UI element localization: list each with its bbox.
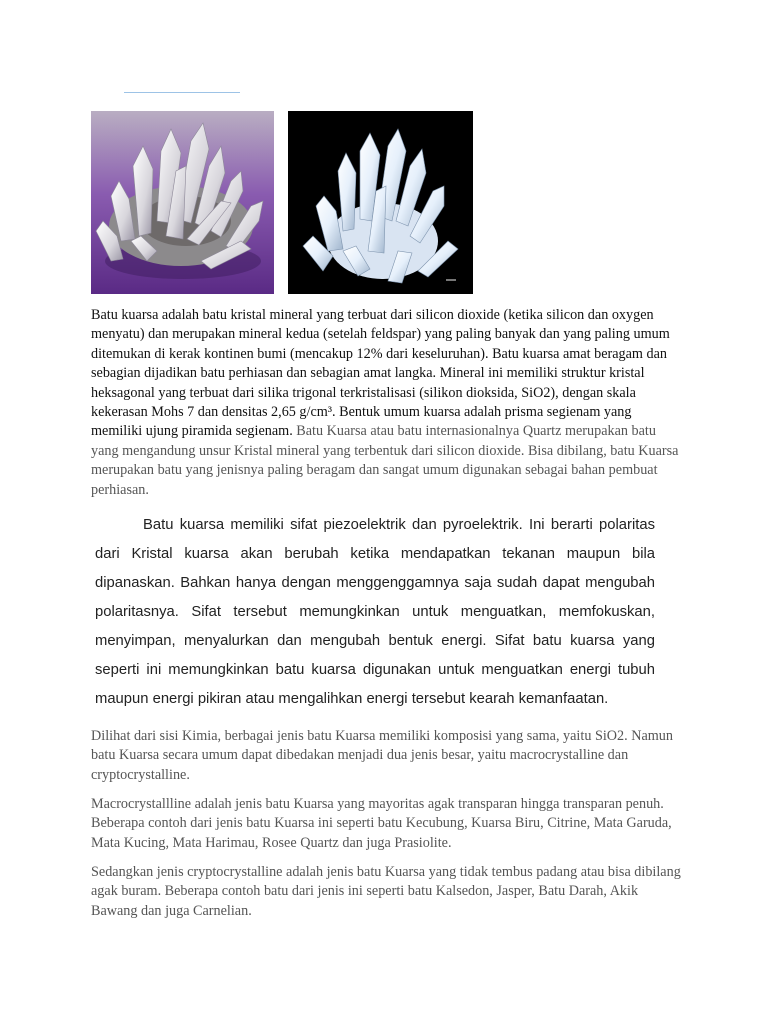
- chemistry-paragraph: Dilihat dari sisi Kimia, berbagai jenis batu Kuarsa memiliki komposisi yang sama, yaitu SiO2. Namun batu Kuarsa secara umum dapat dibedakan menjadi dua jenis besar, yaitu macrocrystalline dan cryptocrystalline.: [91, 728, 673, 783]
- intro-paragraph-quartz: Batu Kuarsa atau batu internasionalnya Quartz merupakan batu yang mengandung unsur Kristal mineral yang terbentuk dari silicon dioxide. Bisa dibilang, batu Kuarsa merupakan batu yang jenisnya paling beragam dan sangat umum digunakan sebagai bahan pembuat perhiasan.: [91, 423, 679, 498]
- link-underline: [124, 92, 240, 93]
- quartz-crystal-photo-black: [288, 111, 473, 294]
- quartz-crystal-photo-purple: [91, 111, 274, 294]
- cryptocrystalline-paragraph: Sedangkan jenis cryptocrystalline adalah jenis batu Kuarsa yang tidak tembus padang atau bisa dibilang agak buram. Beberapa contoh batu dari jenis ini seperti batu Kalsedon, Jasper, Batu Darah, Akik Bawang dan juga Carnelian.: [91, 864, 681, 919]
- intro-paragraph-main: Batu kuarsa adalah batu kristal mineral yang terbuat dari silicon dioxide (ketika silicon dan oxygen menyatu) dan merupakan mineral kedua (setelah feldspar) yang paling banyak dan yang paling umum ditemukan di kerak kontinen bumi (mencakup 12% dari keseluruhan). Batu kuarsa amat beragam dan sebagian dijadikan batu perhiasan dan sebagian amat langka. Mineral ini memiliki struktur kristal heksagonal yang terbuat dari silika trigonal terkristalisasi (silikon dioksida, SiO2), dengan skala kekerasan Mohs 7 dan densitas 2,65 g/cm³. Bentuk umum kuarsa adalah prisma segienam yang memiliki ujung piramida segienam.: [91, 307, 670, 440]
- macrocrystalline-paragraph: Macrocrystallline adalah jenis batu Kuarsa yang mayoritas agak transparan hingga transparan penuh. Beberapa contoh dari jenis batu Kuarsa ini seperti batu Kecubung, Kuarsa Biru, Citrine, Mata Garuda, Mata Kucing, Mata Harimau, Rosee Quartz dan juga Prasiolite.: [91, 796, 672, 851]
- piezoelectric-paragraph: Batu kuarsa memiliki sifat piezoelektrik dan pyroelektrik. Ini berarti polaritas dari Kristal kuarsa akan berubah ketika mendapatkan tekanan maupun bila dipanaskan. Bahkan hanya dengan menggenggamnya saja sudah dapat mengubah polaritasnya. Sifat tersebut memungkinkan untuk menguatkan, memfokuskan, menyimpan, menyalurkan dan mengubah bentuk energi. Sifat batu kuarsa yang seperti ini memungkinkan batu kuarsa digunakan untuk menguatkan energi tubuh maupun energi pikiran atau mengalihkan energi tersebut kearah kemanfaatan.: [95, 517, 655, 707]
- intro-paragraph: [91, 306, 681, 500]
